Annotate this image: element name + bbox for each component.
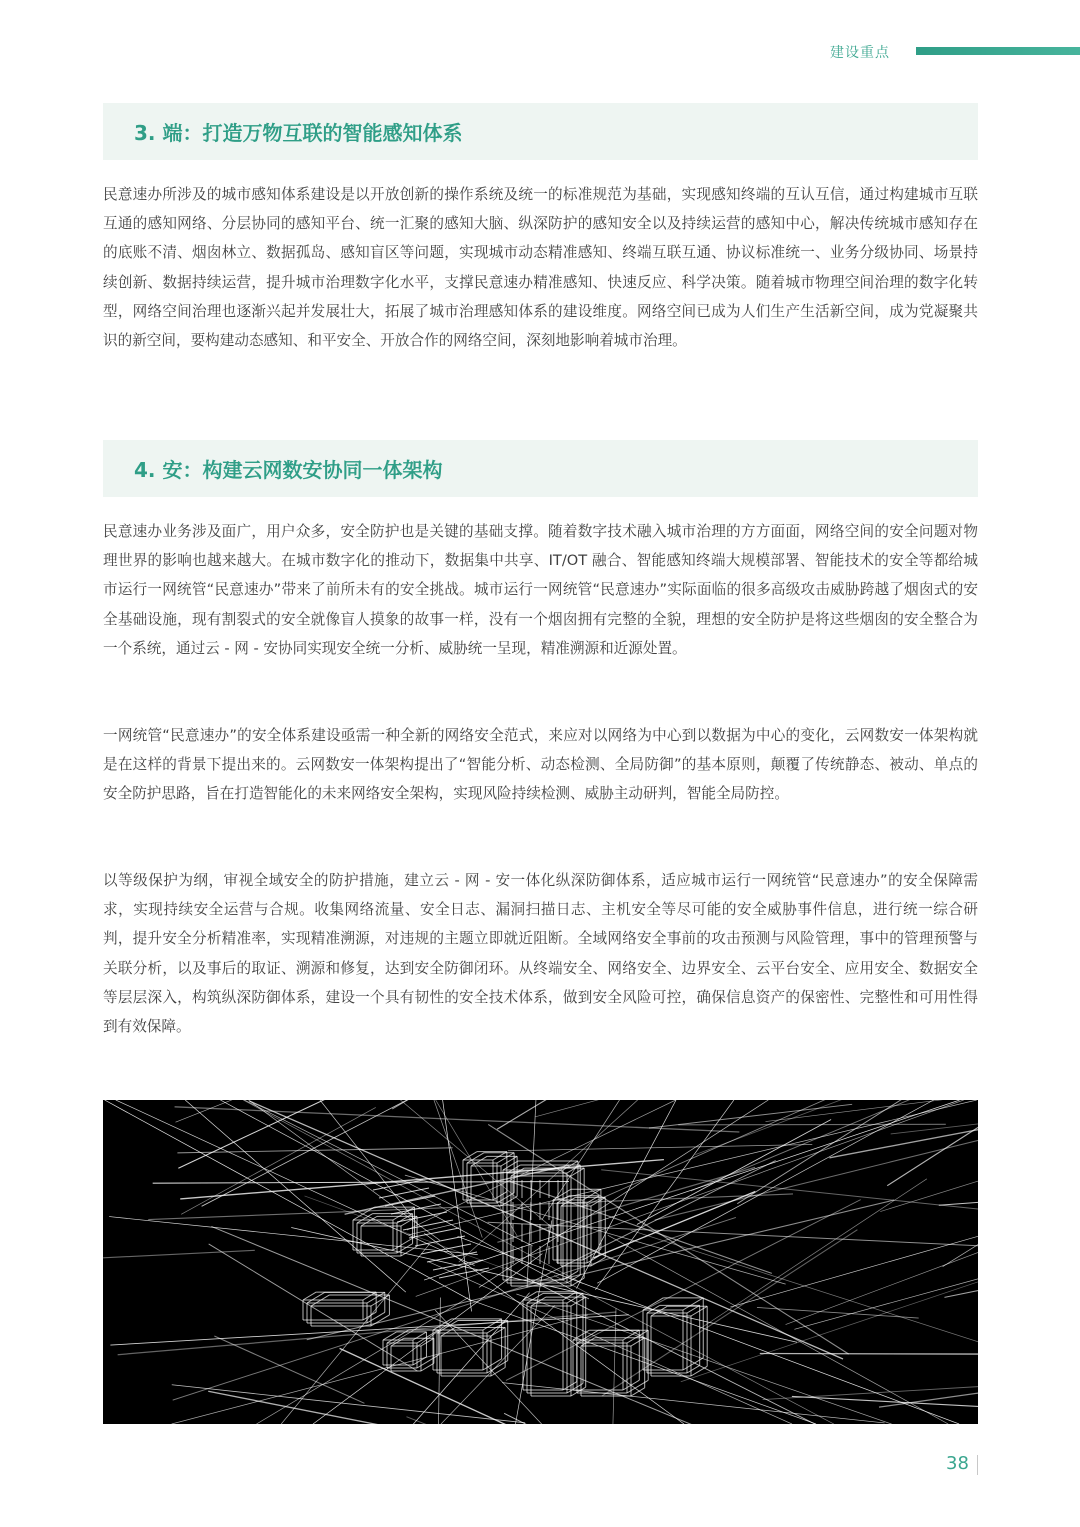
section-4-paragraph-2: 一网统管“民意速办”的安全体系建设亟需一种全新的网络安全范式，来应对以网络为中心到以数据为中心的变化，云网数安一体架构就是在这样的背景下提出来的。云网数安一体架构提出了“智能分析、动态检测、全局防御”的基本原则，颠覆了传统静态、被动、单点的安全防护思路，旨在打造智能化的未来网络安全架构，实现风险持续检测、威胁主动研判，智能全局防控。: [103, 727, 978, 803]
section-header-3: [103, 103, 978, 160]
wireframe-building-drawing: [103, 1100, 978, 1424]
running-head: 建设重点: [830, 45, 890, 61]
page-number-divider: [977, 1455, 978, 1475]
section-3-paragraph-1: 民意速办所涉及的城市感知体系建设是以开放创新的操作系统及统一的标准规范为基础，实现感知终端的互认互信，通过构建城市互联互通的感知网络、分层协同的感知平台、统一汇聚的感知大脑、纵深防护的感知安全以及持续运营的感知中心，解决传统城市感知存在的底账不清、烟囱林立、数据孤岛、感知盲区等问题，实现城市动态精准感知、终端互联互通、协议标准统一、业务分级协同、场景持续创新、数据持续运营，提升城市治理数字化水平，支撑民意速办精准感知、快速反应、科学决策。随着城市物理空间治理的数字化转型，网络空间治理也逐渐兴起并发展壮大，拓展了城市治理感知体系的建设维度。网络空间已成为人们生产生活新空间，成为党凝聚共识的新空间，要构建动态感知、和平安全、开放合作的网络空间，深刻地影响着城市治理。: [103, 186, 978, 350]
wireframe-building-image: [103, 1100, 978, 1424]
section-header-4: [103, 440, 978, 497]
page-number: 38: [946, 1453, 969, 1474]
section-title-4: 4. 安：构建云网数安协同一体架构: [134, 458, 443, 482]
header-accent-bar: [916, 47, 1080, 55]
section-title-3: 3. 端：打造万物互联的智能感知体系: [134, 121, 463, 145]
section-4-paragraph-1: 民意速办业务涉及面广，用户众多，安全防护也是关键的基础支撑。随着数字技术融入城市治理的方方面面，网络空间的安全问题对物理世界的影响也越来越大。在城市数字化的推动下，数据集中共享、IT/OT 融合、智能感知终端大规模部署、智能技术的安全等都给城市运行一网统管“民意速办”带来了前所未有的安全挑战。城市运行一网统管“民意速办”实际面临的很多高级攻击威胁跨越了烟囱式的安全基础设施，现有割裂式的安全就像盲人摸象的故事一样，没有一个烟囱拥有完整的全貌，理想的安全防护是将这些烟囱的安全整合为一个系统，通过云 - 网 - 安协同实现安全统一分析、威胁统一呈现，精准溯源和近源处置。: [103, 523, 978, 657]
section-4-paragraph-3: 以等级保护为纲，审视全域安全的防护措施，建立云 - 网 - 安一体化纵深防御体系，适应城市运行一网统管“民意速办”的安全保障需求，实现持续安全运营与合规。收集网络流量、安全日志、漏洞扫描日志、主机安全等尽可能的安全威胁事件信息，进行统一综合研判，提升安全分析精准率，实现精准溯源，对违规的主题立即就近阻断。全域网络安全事前的攻击预测与风险管理，事中的管理预警与关联分析，以及事后的取证、溯源和修复，达到安全防御闭环。从终端安全、网络安全、边界安全、云平台安全、应用安全、数据安全等层层深入，构筑纵深防御体系，建设一个具有韧性的安全技术体系，做到安全风险可控，确保信息资产的保密性、完整性和可用性得到有效保障。: [103, 872, 978, 1036]
